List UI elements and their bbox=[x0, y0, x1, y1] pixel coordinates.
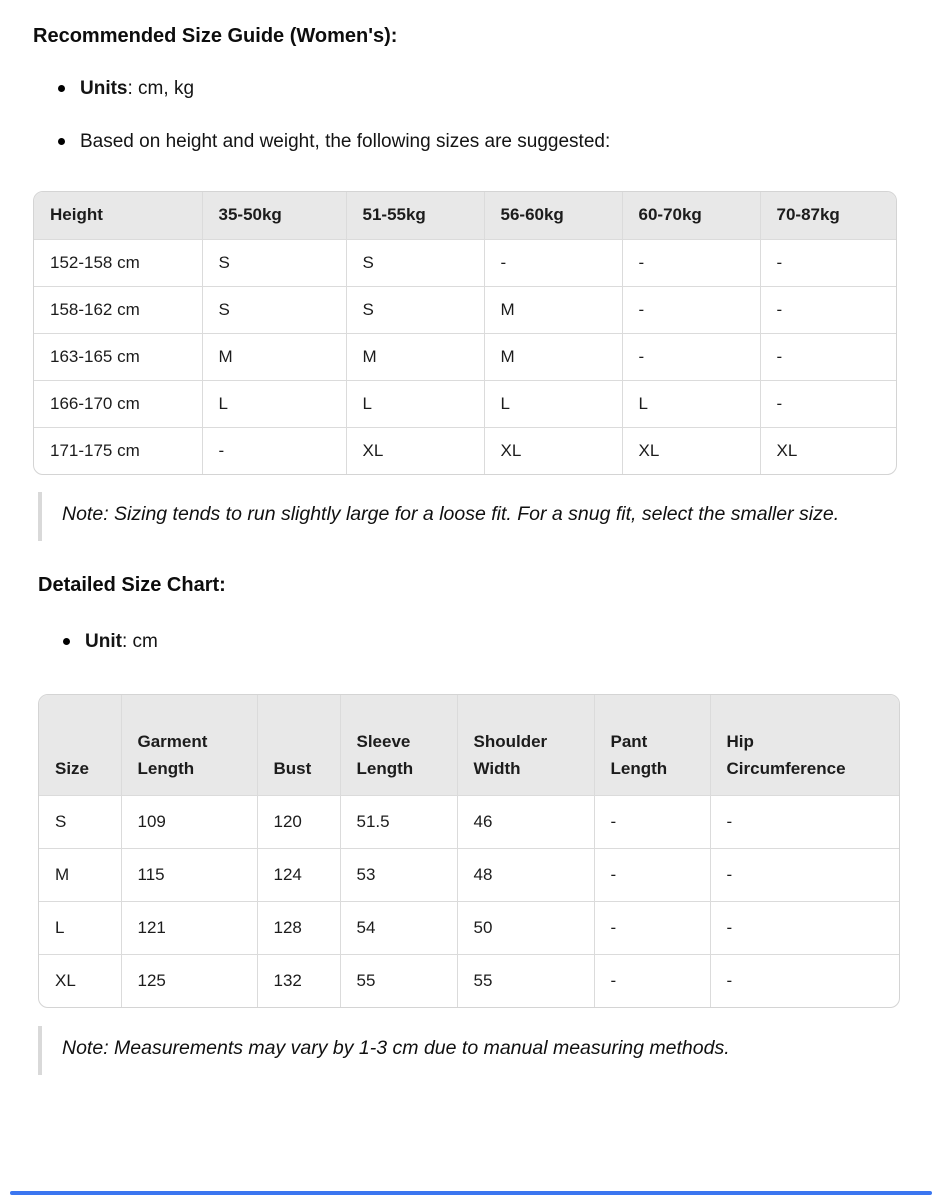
table-cell: - bbox=[710, 901, 900, 954]
header-cell-hip-circumference bbox=[710, 695, 900, 795]
table-row bbox=[39, 901, 900, 954]
based-on-bullet-item bbox=[33, 130, 897, 153]
header-line: Length bbox=[610, 758, 668, 778]
table-cell: 120 bbox=[257, 795, 340, 848]
table-row bbox=[34, 333, 897, 380]
table-cell: S bbox=[202, 239, 346, 286]
table-cell: 171-175 cm bbox=[34, 427, 202, 474]
bottom-accent-divider bbox=[10, 1191, 932, 1195]
table-cell: S bbox=[346, 286, 484, 333]
table-cell: - bbox=[760, 286, 897, 333]
table-cell: M bbox=[202, 333, 346, 380]
table-cell: - bbox=[760, 380, 897, 427]
table-row bbox=[34, 380, 897, 427]
table-cell: - bbox=[622, 333, 760, 380]
table-cell: - bbox=[484, 239, 622, 286]
table-row bbox=[39, 795, 900, 848]
table-cell: L bbox=[484, 380, 622, 427]
table-cell: 51.5 bbox=[340, 795, 457, 848]
size-weight-header-row bbox=[34, 192, 897, 239]
table-row bbox=[39, 954, 900, 1007]
header-cell-sleeve-length bbox=[340, 695, 457, 795]
header-cell-pant-length bbox=[594, 695, 710, 795]
table-cell: 50 bbox=[457, 901, 594, 954]
table-cell: 152-158 cm bbox=[34, 239, 202, 286]
header-line: Garment bbox=[137, 731, 208, 751]
table-cell: XL bbox=[39, 954, 121, 1007]
header-line: Pant bbox=[610, 731, 648, 751]
unit-value: : cm bbox=[121, 631, 158, 652]
units-value: : cm, kg bbox=[127, 78, 195, 99]
table-cell: 115 bbox=[121, 848, 257, 901]
table-cell: M bbox=[484, 333, 622, 380]
header-line: Length bbox=[356, 758, 414, 778]
size-weight-table bbox=[34, 192, 897, 474]
header-cell-70-87kg: 70-87kg bbox=[760, 192, 897, 239]
detailed-size-table-container bbox=[38, 694, 900, 1008]
table-cell: M bbox=[346, 333, 484, 380]
table-cell: 55 bbox=[340, 954, 457, 1007]
header-line: Size bbox=[55, 758, 90, 778]
table-cell: S bbox=[39, 795, 121, 848]
sizing-note-blockquote: Note: Sizing tends to run slightly large for a loose fit. For a snug fit, select the smaller size. bbox=[38, 492, 897, 541]
table-cell: - bbox=[594, 795, 710, 848]
unit-bullet-item bbox=[38, 630, 897, 653]
table-cell: 48 bbox=[457, 848, 594, 901]
table-row bbox=[34, 239, 897, 286]
header-line: Width bbox=[473, 758, 521, 778]
table-cell: 53 bbox=[340, 848, 457, 901]
detailed-size-header-row bbox=[39, 695, 900, 795]
header-line: Circumference bbox=[726, 758, 846, 778]
recommended-size-guide-heading: Recommended Size Guide (Women's): bbox=[33, 25, 398, 47]
header-cell-56-60kg: 56-60kg bbox=[484, 192, 622, 239]
header-cell-shoulder-width bbox=[457, 695, 594, 795]
table-cell: - bbox=[622, 286, 760, 333]
header-cell-garment-length bbox=[121, 695, 257, 795]
table-cell: XL bbox=[776, 440, 798, 460]
table-cell: L bbox=[202, 380, 346, 427]
table-row bbox=[39, 848, 900, 901]
table-cell: L bbox=[622, 380, 760, 427]
table-cell: - bbox=[622, 239, 760, 286]
table-cell: 46 bbox=[457, 795, 594, 848]
table-cell: - bbox=[760, 333, 897, 380]
table-cell: 163-165 cm bbox=[34, 333, 202, 380]
units-label: Units bbox=[80, 78, 128, 99]
units-bullet-item bbox=[33, 77, 897, 100]
table-cell: XL bbox=[484, 427, 622, 474]
table-cell: 166-170 cm bbox=[34, 380, 202, 427]
table-cell: XL bbox=[622, 427, 760, 474]
based-on-text: Based on height and weight, the following sizes are suggested: bbox=[80, 131, 611, 152]
header-cell-51-55kg: 51-55kg bbox=[346, 192, 484, 239]
table-cell: - bbox=[726, 970, 733, 990]
header-cell-height: Height bbox=[34, 192, 202, 239]
header-cell-size bbox=[39, 695, 121, 795]
header-line: Length bbox=[137, 758, 195, 778]
table-row bbox=[34, 427, 897, 474]
header-cell-bust bbox=[257, 695, 340, 795]
table-cell: - bbox=[594, 901, 710, 954]
header-line: Bust bbox=[273, 758, 312, 778]
header-cell-35-50kg: 35-50kg bbox=[202, 192, 346, 239]
table-cell: 132 bbox=[257, 954, 340, 1007]
unit-label: Unit bbox=[85, 631, 122, 652]
table-cell: - bbox=[594, 954, 710, 1007]
table-cell: S bbox=[202, 286, 346, 333]
table-cell: S bbox=[346, 239, 484, 286]
detailed-size-table bbox=[39, 695, 900, 1007]
header-line: Hip bbox=[726, 731, 754, 751]
measurements-note-blockquote: Note: Measurements may vary by 1-3 cm due to manual measuring methods. bbox=[38, 1026, 897, 1075]
table-cell: 121 bbox=[121, 901, 257, 954]
table-cell: 109 bbox=[121, 795, 257, 848]
table-cell: 158-162 cm bbox=[34, 286, 202, 333]
table-cell: M bbox=[39, 848, 121, 901]
table-row bbox=[34, 286, 897, 333]
header-line: Shoulder bbox=[473, 731, 548, 751]
table-cell: L bbox=[346, 380, 484, 427]
table-cell: - bbox=[202, 427, 346, 474]
detailed-size-chart-heading: Detailed Size Chart: bbox=[38, 574, 226, 596]
header-line: Sleeve bbox=[356, 731, 411, 751]
table-cell: 125 bbox=[121, 954, 257, 1007]
table-cell: 124 bbox=[257, 848, 340, 901]
size-weight-table-container bbox=[33, 191, 897, 475]
table-cell: L bbox=[39, 901, 121, 954]
table-cell: 55 bbox=[457, 954, 594, 1007]
table-cell: - bbox=[710, 848, 900, 901]
header-cell-60-70kg: 60-70kg bbox=[622, 192, 760, 239]
table-cell: - bbox=[710, 795, 900, 848]
table-cell: - bbox=[594, 848, 710, 901]
table-cell: - bbox=[760, 239, 897, 286]
table-cell: 128 bbox=[257, 901, 340, 954]
table-cell: 54 bbox=[340, 901, 457, 954]
table-cell: M bbox=[484, 286, 622, 333]
table-cell: XL bbox=[346, 427, 484, 474]
